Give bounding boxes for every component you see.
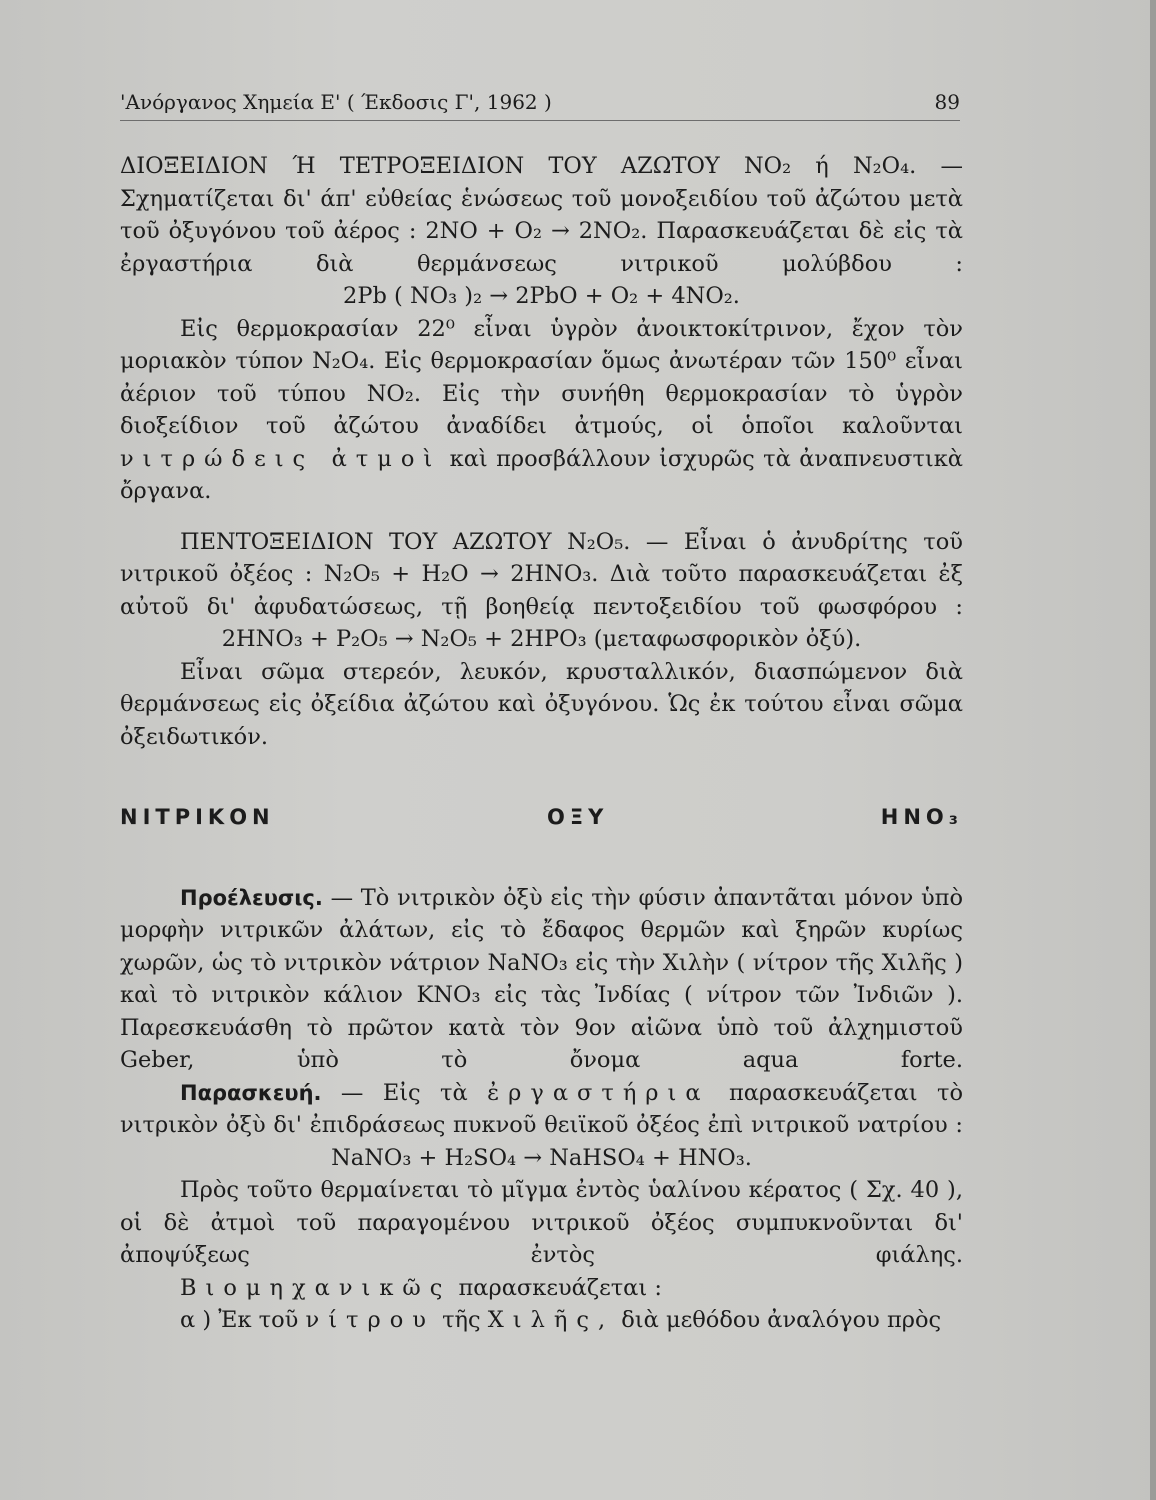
running-header (120, 90, 960, 121)
paragraph: Προέλευσις. — Τὸ νιτρικὸν ὀξὺ εἰς τὴν φύσιν ἀπαντᾶται μόνον ὑπὸ μορφὴν νιτρικῶν ἀλάτων, εἰς τὸ ἔδαφος θερμῶν καὶ ξηρῶν κυρίως χωρῶν, ὡς τὸ νιτρικὸν νάτριον NaNO₃ εἰς τὴν Χιλὴν ( νίτρον τῆς Χιλῆς ) καὶ τὸ νιτρικὸν κάλιον KNO₃ εἰς τὰς Ἰνδίας ( νίτρον τῶν Ἰνδιῶν ). Παρεσκευάσθη τὸ πρῶτον κατὰ τὸν 9ον αἰῶνα ὑπὸ τοῦ ἀλχημιστοῦ Geber, ὑπὸ τὸ ὄνομα aqua forte. (120, 884, 963, 1073)
spaced-term: νίτρου (305, 1307, 435, 1333)
running-title: 'Ανόργανος Χημεία Ε' ( Έκδοσις Γ', 1962 ) (120, 90, 552, 114)
chemical-equation: NaNO₃ + H₂SO₄ → NaHSO₄ + HNO₃. (331, 1144, 752, 1171)
paragraph: Παρασκευάζεται δὲ εἰς τὰ ἐργαστήρια διὰ θερμάνσεως νιτρικοῦ μολύβδου : (120, 218, 963, 277)
paragraph: Παρασκευή. — Εἰς τὰ ἐργαστήρια παρασκευάζεται τὸ νιτρικὸν ὀξὺ δι' ἐπιδράσεως πυκνοῦ θειϊκοῦ ὀξέος ἐπὶ νιτρικοῦ νατρίου : (120, 1079, 963, 1138)
spaced-term: ἐργαστήρια (487, 1079, 710, 1106)
section-heading: ΔΙΟΞΕΙΔΙΟΝ Ή ΤΕΤΡΟΞΕΙΔΙΟΝ ΤΟΥ ΑΖΩΤΟΥ NO₂ ή N₂O₄. (120, 153, 917, 179)
spaced-term: Βιομηχανικῶς (180, 1274, 452, 1301)
spaced-term: νιτρώδεις ἀτμοὶ (120, 445, 442, 472)
section-nitrogen-pentoxide: ΠΕΝΤΟΞΕΙΔΙΟΝ ΤΟΥ ΑΖΩΤΟΥ N₂O₅. — Εἶναι ὁ ἀνυδρίτης τοῦ νιτρικοῦ ὀξέος : N₂O₅ + H₂O → 2HNO₃. Διὰ τοῦτο παρασκευάζεται ἐξ αὐτοῦ δι' ἀφυδατώσεως, τῇ βοηθείᾳ πεντοξειδίου τοῦ φωσφόρου : (120, 528, 963, 620)
spaced-term: Χιλῆς, (487, 1307, 615, 1333)
page-body (120, 150, 963, 1337)
section-nitrogen-dioxide: ΔΙΟΞΕΙΔΙΟΝ Ή ΤΕΤΡΟΞΕΙΔΙΟΝ ΤΟΥ ΑΖΩΤΟΥ NO₂ ή N₂O₄. — Σχηματίζεται δι' άπ' εὐθείας ἑνώσεως τοῦ μονοξειδίου τοῦ ἀζώτου μετὰ τοῦ ὀξυγόνου τοῦ ἀέρος : 2NO + O₂ → 2NO₂. Παρασκευάζεται δὲ εἰς τὰ ἐργαστήρια διὰ θερμάνσεως νιτρικοῦ μολύβδου : (120, 153, 963, 277)
section-title: ΝΙΤΡΙΚΟΝ ΟΞΥ HNO₃ (120, 805, 963, 829)
page-number: 89 (934, 90, 960, 114)
paragraph-label: Παρασκευή. (180, 1080, 322, 1105)
paragraph: Εἰς θερμοκρασίαν 22⁰ εἶναι ὑγρὸν ἀνοικτοκίτρινον, ἔχον τὸν μοριακὸν τύπον N₂O₄. Εἰς θερμοκρασίαν ὅμως ἀνωτέραν τῶν 150⁰ εἶναι ἀέριον τοῦ τύπου NO₂. Εἰς τὴν συνήθη θερμοκρασίαν τὸ ὑγρὸν διοξείδιον τοῦ ἀζώτου ἀναδίδει ἀτμούς, οἱ ὁποῖοι καλοῦνται νιτρώδεις ἀτμοὶ καὶ προσβάλλουν ἰσχυρῶς τὰ ἀναπνευστικὰ ὄργανα. (120, 315, 963, 504)
list-item: α ) Ἐκ τοῦ νίτρου τῆς Χιλῆς, διὰ μεθόδου ἀναλόγου πρὸς (180, 1307, 942, 1333)
page-edge-shadow (1150, 0, 1156, 1500)
chemical-equation: 2HNO₃ + P₂O₅ → N₂O₅ + 2HPO₃ (μεταφωσφορικὸν ὀξύ). (221, 626, 862, 652)
paragraph-label: Προέλευσις. (180, 885, 323, 910)
paragraph: Εἶναι σῶμα στερεόν, λευκόν, κρυσταλλικόν, διασπώμενον διὰ θερμάνσεως εἰς ὀξείδια ἀζώτου καὶ ὀξυγόνου. Ὡς ἐκ τούτου εἶναι σῶμα ὀξειδωτικόν. (120, 658, 963, 750)
paragraph: Σχηματίζεται δι' άπ' εὐθείας ἑνώσεως τοῦ μονοξειδίου τοῦ ἀζώτου μετὰ τοῦ ὀξυγόνου τοῦ ἀέρος : 2NO + O₂ → 2NO₂. (120, 185, 963, 244)
paragraph: Βιομηχανικῶς παρασκευάζεται : (180, 1274, 662, 1301)
chemical-equation: 2Pb ( NO₃ )₂ → 2PbO + O₂ + 4NO₂. (343, 283, 740, 309)
section-heading: ΠΕΝΤΟΞΕΙΔΙΟΝ ΤΟΥ ΑΖΩΤΟΥ N₂O₅. (180, 528, 631, 555)
paragraph: Εἶναι ὁ ἀνυδρίτης τοῦ νιτρικοῦ ὀξέος : N₂O₅ + H₂O → 2HNO₃. Διὰ τοῦτο παρασκευάζεται ἐξ αὐτοῦ δι' ἀφυδατώσεως, τῇ βοηθείᾳ πεντοξειδίου τοῦ φωσφόρου : (120, 528, 963, 620)
paragraph: Πρὸς τοῦτο θερμαίνεται τὸ μῖγμα ἐντὸς ὑαλίνου κέρατος ( Σχ. 40 ), οἱ δὲ ἀτμοὶ τοῦ παραγομένου νιτρικοῦ ὀξέος συμπυκνοῦνται δι' ἀποψύξεως ἐντὸς φιάλης. (120, 1177, 963, 1268)
